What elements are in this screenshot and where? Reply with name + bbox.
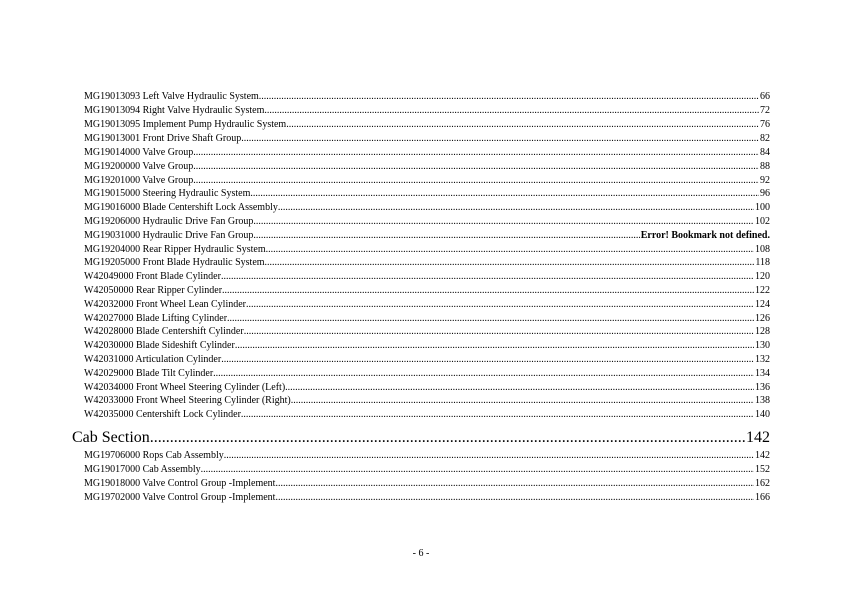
toc-entry-page: 126 bbox=[755, 313, 770, 324]
section-title: Cab Section bbox=[72, 429, 150, 446]
toc-entry[interactable] bbox=[84, 270, 770, 283]
dot-leader bbox=[193, 146, 759, 159]
toc-entry-page: 108 bbox=[755, 244, 770, 255]
toc-entry-title: W42034000 Front Wheel Steering Cylinder (Left) bbox=[84, 382, 286, 393]
toc-entry-page: 134 bbox=[755, 368, 770, 379]
dot-leader bbox=[201, 463, 754, 476]
toc-entry[interactable] bbox=[84, 256, 770, 269]
toc-entry-title: MG19017000 Cab Assembly bbox=[84, 464, 201, 475]
toc-entry-title: MG19015000 Steering Hydraulic System bbox=[84, 188, 251, 199]
dot-leader bbox=[227, 312, 754, 325]
toc-entry-title: W42031000 Articulation Cylinder bbox=[84, 354, 222, 365]
dot-leader bbox=[285, 381, 754, 394]
dot-leader bbox=[241, 132, 759, 145]
toc-entry-title: MG19013095 Implement Pump Hydraulic System bbox=[84, 119, 287, 130]
toc-entry-title: MG19031000 Hydraulic Drive Fan Group bbox=[84, 230, 254, 241]
toc-entry-page: 130 bbox=[755, 340, 770, 351]
toc-entry-page: 162 bbox=[755, 478, 770, 489]
toc-entry-title: MG19200000 Valve Group bbox=[84, 161, 194, 172]
toc-entry-page: 120 bbox=[755, 271, 770, 282]
toc-entry[interactable] bbox=[84, 118, 770, 131]
toc-entry-page: 136 bbox=[755, 382, 770, 393]
toc-entry-title: MG19706000 Rops Cab Assembly bbox=[84, 450, 224, 461]
dot-leader bbox=[250, 187, 759, 200]
toc-entry[interactable] bbox=[84, 104, 770, 117]
toc-entry-page: 152 bbox=[755, 464, 770, 475]
toc-entry-title: MG19016000 Blade Centershift Lock Assembly bbox=[84, 202, 278, 213]
toc-entry-title: W42050000 Rear Ripper Cylinder bbox=[84, 285, 223, 296]
toc-entry[interactable] bbox=[84, 90, 770, 103]
toc-entry[interactable] bbox=[84, 381, 770, 394]
toc-entry-title: MG19204000 Rear Ripper Hydraulic System bbox=[84, 244, 266, 255]
toc-section-heading[interactable] bbox=[72, 428, 770, 448]
toc-entry-title: MG19201000 Valve Group bbox=[84, 175, 194, 186]
bookmark-error-text: Error! Bookmark not defined. bbox=[640, 230, 770, 241]
dot-leader bbox=[193, 160, 759, 173]
toc-entry-title: W42027000 Blade Lifting Cylinder bbox=[84, 313, 228, 324]
toc-entry-page: 84 bbox=[760, 147, 770, 158]
toc-entry-title: W42032000 Front Wheel Lean Cylinder bbox=[84, 299, 247, 310]
toc-entry-title: W42049000 Front Blade Cylinder bbox=[84, 271, 221, 282]
toc-entry[interactable] bbox=[84, 449, 770, 462]
dot-leader bbox=[278, 201, 754, 214]
toc-entry-title: MG19013001 Front Drive Shaft Group bbox=[84, 133, 242, 144]
toc-entry-page: 124 bbox=[755, 299, 770, 310]
toc-entry[interactable] bbox=[84, 339, 770, 352]
section-page: 142 bbox=[746, 429, 770, 446]
toc-entry-title: MG19013094 Right Valve Hydraulic System bbox=[84, 105, 265, 116]
dot-leader bbox=[193, 174, 759, 187]
toc-entry-page: 140 bbox=[755, 409, 770, 420]
toc-entry-title: MG19018000 Valve Control Group -Implement bbox=[84, 478, 276, 489]
toc-entry-page: 138 bbox=[755, 395, 770, 406]
toc-entry[interactable] bbox=[84, 132, 770, 145]
dot-leader bbox=[264, 104, 759, 117]
dot-leader bbox=[286, 118, 759, 131]
toc-entry-page: 100 bbox=[755, 202, 770, 213]
toc-entry[interactable] bbox=[84, 463, 770, 476]
toc-entry-page: 66 bbox=[760, 91, 770, 102]
toc-entry-title: MG19702000 Valve Control Group -Implement bbox=[84, 492, 276, 503]
toc-entry[interactable] bbox=[84, 187, 770, 200]
toc-entry[interactable] bbox=[84, 146, 770, 159]
toc-entry[interactable] bbox=[84, 174, 770, 187]
dot-leader bbox=[213, 367, 754, 380]
toc-entry-title: W42035000 Centershift Lock Cylinder bbox=[84, 409, 241, 420]
dot-leader bbox=[266, 243, 754, 256]
toc-entry[interactable] bbox=[84, 408, 770, 421]
toc-entry-title: W42028000 Blade Centershift Cylinder bbox=[84, 326, 244, 337]
dot-leader bbox=[241, 408, 754, 421]
toc-entry-page: 72 bbox=[760, 105, 770, 116]
dot-leader bbox=[253, 229, 639, 242]
toc-entry[interactable] bbox=[84, 353, 770, 366]
toc-entry-page: 118 bbox=[755, 257, 770, 268]
toc-entry[interactable] bbox=[84, 367, 770, 380]
toc-entry-page: 122 bbox=[755, 285, 770, 296]
toc-entry-page: 82 bbox=[760, 133, 770, 144]
page-number: - 6 - bbox=[412, 548, 430, 559]
dot-leader bbox=[224, 449, 754, 462]
toc-entry[interactable] bbox=[84, 160, 770, 173]
dot-leader bbox=[150, 428, 745, 448]
dot-leader bbox=[246, 298, 754, 311]
toc-entry-page: 166 bbox=[755, 492, 770, 503]
dot-leader bbox=[235, 339, 754, 352]
toc-entry-page: 128 bbox=[755, 326, 770, 337]
toc-entry[interactable] bbox=[84, 229, 770, 242]
toc-entry-page: 76 bbox=[760, 119, 770, 130]
toc-entry[interactable] bbox=[84, 201, 770, 214]
toc-entry[interactable] bbox=[84, 394, 770, 407]
toc-entry-title: MG19206000 Hydraulic Drive Fan Group bbox=[84, 216, 254, 227]
toc-entry-title: W42033000 Front Wheel Steering Cylinder (Right) bbox=[84, 395, 291, 406]
toc-entry-title: W42030000 Blade Sideshift Cylinder bbox=[84, 340, 235, 351]
toc-entry[interactable] bbox=[84, 312, 770, 325]
toc-entry-title: MG19205000 Front Blade Hydraulic System bbox=[84, 257, 265, 268]
dot-leader bbox=[275, 477, 754, 490]
toc-entry[interactable] bbox=[84, 284, 770, 297]
toc-entry-page: 102 bbox=[755, 216, 770, 227]
toc-entry[interactable] bbox=[84, 325, 770, 338]
dot-leader bbox=[244, 325, 754, 338]
toc-entry-title: W42029000 Blade Tilt Cylinder bbox=[84, 368, 214, 379]
dot-leader bbox=[265, 256, 755, 269]
toc-entry-title: MG19014000 Valve Group bbox=[84, 147, 194, 158]
toc-entry-page: 132 bbox=[755, 354, 770, 365]
toc-entry[interactable] bbox=[84, 298, 770, 311]
toc-entry[interactable] bbox=[84, 477, 770, 490]
toc-entry-page: 96 bbox=[760, 188, 770, 199]
dot-leader bbox=[275, 491, 754, 504]
dot-leader bbox=[222, 284, 754, 297]
toc-entry-page: 142 bbox=[755, 450, 770, 461]
toc-entry-page: 92 bbox=[760, 175, 770, 186]
dot-leader bbox=[291, 394, 754, 407]
dot-leader bbox=[221, 270, 754, 283]
dot-leader bbox=[221, 353, 754, 366]
toc-entry-title: MG19013093 Left Valve Hydraulic System bbox=[84, 91, 259, 102]
toc-entry-page: 88 bbox=[760, 161, 770, 172]
toc-entry[interactable] bbox=[84, 215, 770, 228]
dot-leader bbox=[259, 90, 759, 103]
dot-leader bbox=[253, 215, 754, 228]
toc-entry[interactable] bbox=[84, 491, 770, 504]
toc-entry[interactable] bbox=[84, 243, 770, 256]
